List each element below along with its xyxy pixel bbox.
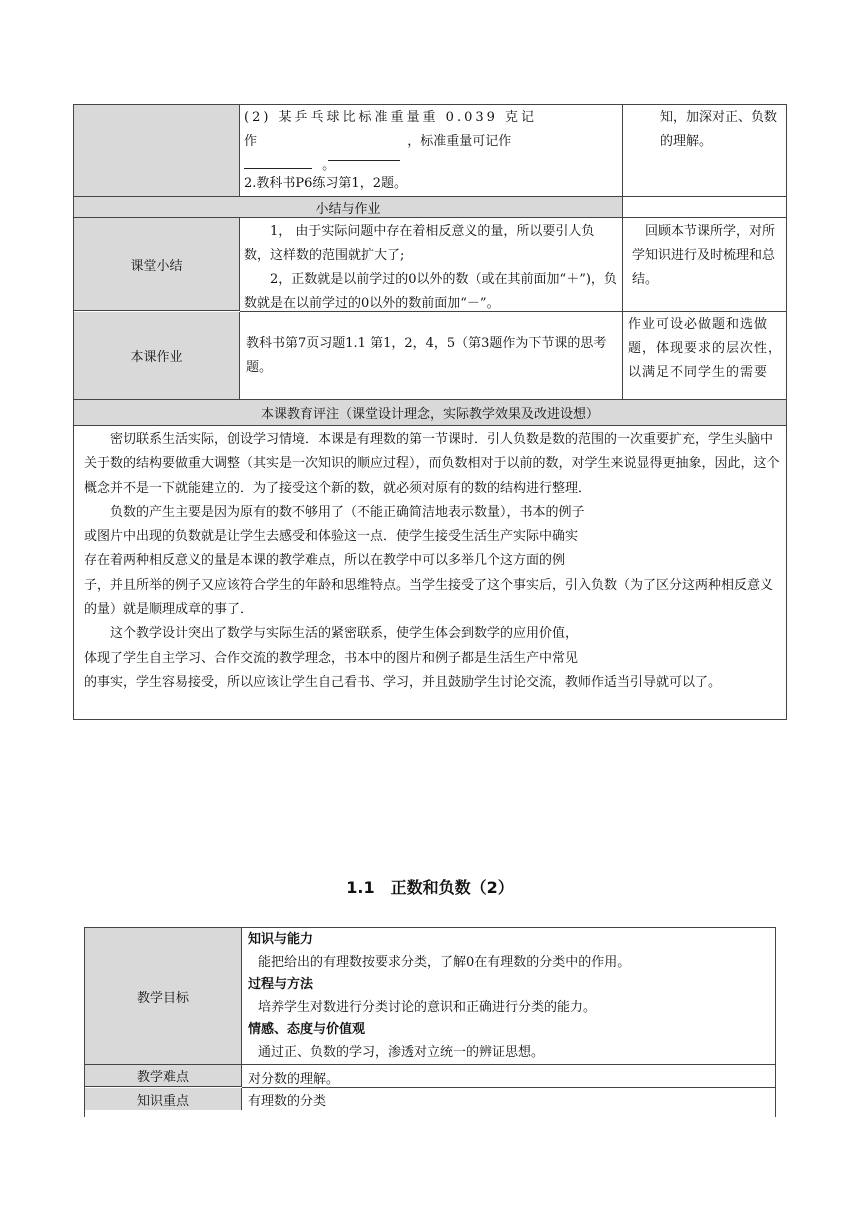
summary-text [244, 220, 618, 310]
summary-purpose: 回顾本节课所学，对所学知识进行及时梳理和总结。 [632, 224, 776, 287]
exercise-line4: 2.教科书P6练习第1，2题。 [244, 176, 407, 191]
key-label: 知识重点 [85, 1088, 242, 1110]
goals-content [248, 929, 772, 1064]
summary-row-bottom [240, 311, 786, 312]
goal-text-attitude: 通过正、负数的学习，渗透对立统一的辨证思想。 [258, 1044, 545, 1060]
summary-label: 课堂小结 [74, 218, 240, 311]
exercise-line1: (2) 某乒乓球比标准重量重 0.039 克记 [244, 110, 538, 125]
reflection-paragraph-2-line-1: 负数的产生主要是因为原有的数不够用了（不能正确简洁地表示数量），书本的例子 [110, 504, 585, 520]
reflection-paragraph-2-line-3: 存在着两种相反意义的量是本课的教学难点，所以在教学中可以多举几个这方面的例 [84, 553, 566, 569]
reflection-paragraph-3-line-1: 这个教学设计突出了数学与实际生活的紧密联系，使学生体会到数学的应用价值， [110, 626, 579, 642]
homework-purpose: 作业可设必做题和选做题，体现要求的层次性，以满足不同学生的需要 [628, 317, 783, 380]
reflection-paragraph-1: 密切联系生活实际，创设学习情境．本课是有理数的第一节课时．引人负数是数的范围的一次重要扩充，学生头脑中关于数的结构要做重大调整（其实是一次知识的顺应过程），而负数相对于以前的数，对学生来说显得更抽象，因此，这个概念并不是一下就能建立的．为了接受这个新的数，就必须对原有的数的结构进行整理． [84, 432, 780, 496]
goal-heading-knowledge: 知识与能力 [248, 932, 314, 947]
section-title: 1.1 正数和负数（2） [346, 878, 514, 897]
section-header-right-blank [623, 197, 786, 218]
reflection-paragraph-3-line-2: 体现了学生自主学习、合作交流的教学理念，书本中的图片和例子都是生活生产中常见 [84, 650, 579, 666]
answer-blank-2 [328, 146, 400, 161]
divider-vertical-right [622, 105, 623, 399]
reflection-paragraph-3-line-3: 的事实，学生容易接受，所以应该让学生自己看书、学习，并且鼓励学生讨论交流，教师作适当引导就可以了。 [84, 674, 722, 690]
summary-point-1: 1， 由于实际问题中存在着相反意义的量，所以要引人负数，这样数的范围就扩大了; [244, 224, 595, 263]
goal-heading-attitude: 情感、态度与价值观 [248, 1022, 366, 1037]
exercise-line3: 。 [244, 154, 618, 172]
difficulty-label: 教学难点 [85, 1065, 242, 1087]
homework-text: 教科书第7页习题1.1 第1，2，4，5（第3题作为下节课的思考题。 [246, 336, 607, 375]
difficulty-row-bottom [242, 1087, 776, 1088]
key-text: 有理数的分类 [248, 1094, 327, 1109]
reflection-paragraph-2-line-4: 子，并且所举的例子又应该符合学生的年龄和思维特点。当学生接受了这个事实后，引入负数（为了区分这两种相反意义的量）就是顺理成章的事了． [84, 577, 774, 618]
summary-point-2: 2，正数就是以前学过的0以外的数（或在其前面加“＋”)，负数就是在以前学过的0以外的数前面加“－”。 [244, 272, 617, 311]
goal-text-knowledge: 能把给出的有理数按要求分类，了解0在有理数的分类中的作用。 [258, 954, 631, 970]
left-label-cell-empty [74, 105, 240, 196]
goal-text-process: 培养学生对数进行分类讨论的意识和正确进行分类的能力。 [258, 999, 597, 1015]
reflection-paragraph-2-line-2: 或图片中出现的负数就是让学生去感受和体验这一点．使学生接受生活生产实际中确实 [84, 529, 579, 545]
goal-heading-process: 过程与方法 [248, 977, 314, 992]
reflection-header: 本课教育评注（课堂设计理念，实际教学效果及改进设想） [74, 400, 786, 426]
homework-label: 本课作业 [74, 312, 240, 399]
goals-row-bottom [242, 1064, 776, 1065]
exercise-line2: 作 ，标准重量可记作 [244, 134, 512, 149]
exercise-purpose: 知，加深对正、负数的理解。 [660, 110, 778, 149]
section-header-summary: 小结与作业 [74, 197, 622, 218]
goals-label: 教学目标 [85, 928, 242, 1065]
answer-blank-1 [244, 154, 312, 169]
reflection-body [84, 428, 780, 695]
difficulty-text: 对分数的理解。 [248, 1072, 340, 1087]
exercise-cell [244, 106, 618, 196]
